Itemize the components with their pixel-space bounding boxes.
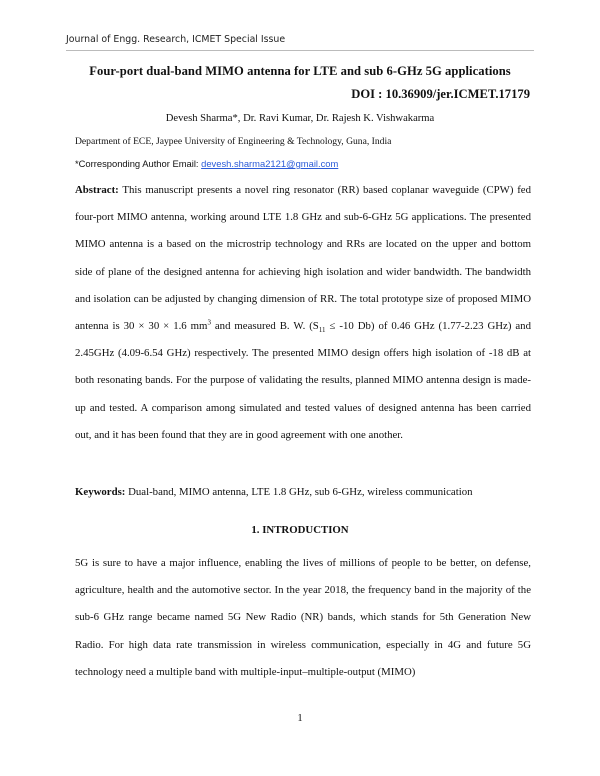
corresponding-author — [75, 158, 338, 169]
page-number: 1 — [297, 713, 303, 724]
abstract-text-part-2: and measured B. W. (S — [210, 320, 319, 333]
corresponding-email-link[interactable]: devesh.sharma2121@gmail.com — [201, 158, 339, 169]
abstract-text-part-1: This manuscript presents a novel ring resonator (RR) based coplanar waveguide (CPW) fed four-port MIMO antenna, working around LTE 1.8 GHz and sub-6-GHz 5G applications. The presented MIMO antenna is a based on the microstrip technology and RRs are located on the upper and bottom side of plane of the designed antenna for achieving high isolation and wider bandwidth. The bandwidth and isolation can be adjusted by changing dimension of RR. The total prototype size of proposed MIMO antenna is 30 × 30 × 1.6 mm — [75, 184, 531, 333]
header-divider — [66, 50, 534, 51]
author-affiliation: Department of ECE, Jaypee University of Engineering & Technology, Guna, India — [75, 136, 392, 147]
keywords-line — [75, 486, 531, 498]
keywords-label: Keywords: — [75, 486, 126, 498]
paper-doi: DOI : 10.36909/jer.ICMET.17179 — [351, 87, 530, 101]
abstract-paragraph — [75, 177, 531, 449]
abstract-subscript: 11 — [318, 326, 326, 335]
abstract-label: Abstract: — [75, 184, 119, 196]
abstract-text-part-3: ≤ -10 Db) of 0.46 GHz (1.77-2.23 GHz) and 2.45GHz (4.09-6.54 GHz) respectively. The presented MIMO design offers high isolation of -18 dB at both resonating bands. For the purpose of validating the results, planned MIMO antenna design is made-up and tested. A comparison among simulated and tested values of designed antenna has been carried out, and it has been found that they are in good agreement with one another. — [75, 320, 531, 441]
section-heading-introduction: 1. INTRODUCTION — [251, 524, 349, 536]
corresponding-label: *Corresponding Author Email: — [75, 158, 202, 169]
paper-title: Four-port dual-band MIMO antenna for LTE and sub 6-GHz 5G applications — [89, 64, 511, 78]
running-header: Journal of Engg. Research, ICMET Special Issue — [66, 34, 286, 45]
abstract-superscript: 3 — [207, 318, 211, 327]
paper-authors: Devesh Sharma*, Dr. Ravi Kumar, Dr. Rajesh K. Vishwakarma — [165, 113, 435, 124]
keywords-text: Dual-band, MIMO antenna, LTE 1.8 GHz, sub 6-GHz, wireless communication — [125, 486, 473, 498]
introduction-paragraph: 5G is sure to have a major influence, enabling the lives of millions of people to be better, on defense, agriculture, health and the automotive sector. In the year 2018, the frequency band in the majority of the sub-6 GHz range became named 5G New Radio (NR) bands, which stands for 5th Generation New Radio. For high data rate transmission in wireless communication, especially in 4G and future 5G technology need a multiple band with multiple-input–multiple-output (MIMO) — [75, 557, 531, 678]
